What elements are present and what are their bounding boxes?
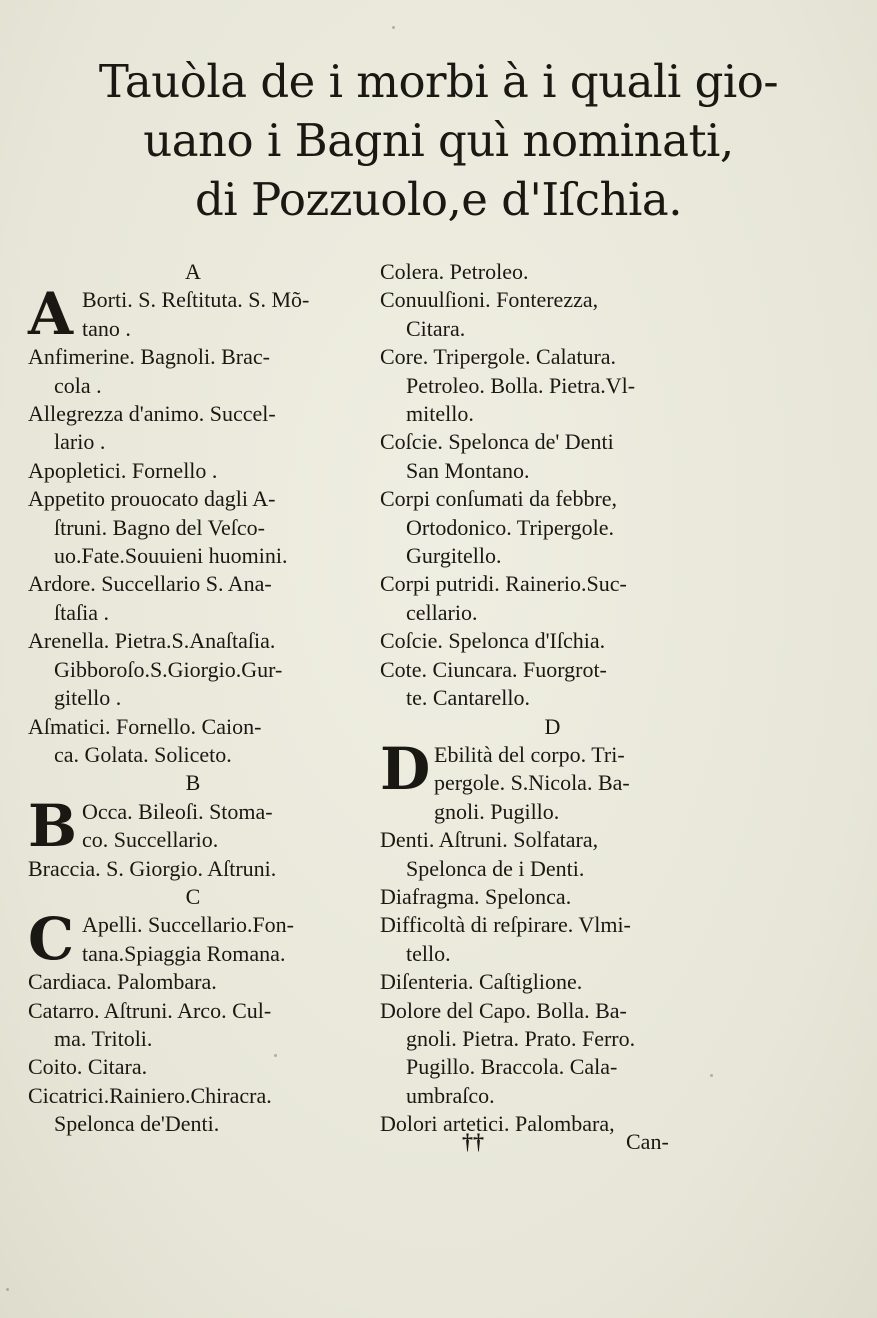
drop-cap-d: D bbox=[380, 734, 431, 803]
entry-line: gnoli. Pugillo. bbox=[434, 798, 560, 824]
entry-colera: Colera. Petroleo. bbox=[380, 259, 529, 284]
entry-bocca bbox=[28, 791, 368, 860]
section-letter-c: C bbox=[185, 883, 201, 909]
entry-corpi-putridi: Corpi putridi. Rainerio.Suc- bbox=[380, 571, 627, 597]
entry-line: ca. Golata. Soliceto. bbox=[54, 741, 232, 767]
entry-line: Pugillo. Braccola. Cala- bbox=[406, 1054, 618, 1080]
entry-cardiaca: Cardiaca. Palombara. bbox=[28, 969, 217, 995]
entry-anfimerine: Anfimerine. Bagnoli. Brac- bbox=[28, 344, 270, 370]
entry-diafragma: Diafragma. Spelonca. bbox=[380, 883, 572, 909]
entry-catarro: Catarro. Aſtruni. Arco. Cul- bbox=[28, 997, 272, 1023]
entry-line: ma. Tritoli. bbox=[54, 1025, 153, 1051]
entry-cote: Cote. Ciuncara. Fuorgrot- bbox=[380, 656, 607, 682]
entry-line: te. Cantarello. bbox=[406, 685, 531, 711]
entry-line: cellario. bbox=[406, 599, 478, 625]
left-column bbox=[28, 258, 368, 1139]
signature-mark: †† bbox=[462, 1129, 484, 1154]
drop-cap-a: A bbox=[28, 280, 74, 349]
entry-line: Spelonca de i Denti. bbox=[406, 855, 585, 881]
entry-line: gnoli. Pietra. Prato. Ferro. bbox=[406, 1025, 636, 1051]
page-title bbox=[0, 52, 877, 229]
entry-dolore-capo: Dolore del Capo. Bolla. Ba- bbox=[380, 997, 627, 1023]
entry-coito: Coito. Citara. bbox=[28, 1054, 148, 1080]
entry-line: Spelonca de'Denti. bbox=[54, 1111, 220, 1137]
entry-debilita bbox=[380, 734, 730, 826]
drop-cap-c: C bbox=[28, 905, 75, 974]
entry-line: co. Succellario. bbox=[82, 827, 219, 853]
catchword: Can- bbox=[626, 1129, 669, 1154]
entry-appetito: Appetito prouocato dagli A- bbox=[28, 486, 276, 512]
entry-line: ſtaſia . bbox=[54, 599, 109, 625]
paper-speck bbox=[6, 1288, 9, 1291]
entry-denti: Denti. Aſtruni. Solfatara, bbox=[380, 827, 599, 853]
entry-aborti bbox=[28, 280, 368, 349]
entry-line: tello. bbox=[406, 940, 451, 966]
section-letter-d: D bbox=[544, 713, 561, 739]
paper-speck bbox=[710, 1074, 713, 1077]
title-line-2: uano i Bagni quì nominati, bbox=[143, 114, 734, 167]
entry-line: umbraſco. bbox=[406, 1082, 495, 1108]
entry-line: uo.Fate.Souuieni huomini. bbox=[54, 543, 288, 569]
entry-asmatici: Aſmatici. Fornello. Caion- bbox=[28, 713, 262, 739]
entry-line: ſtruni. Bagno del Veſco- bbox=[54, 514, 265, 540]
entry-line: Gibboroſo.S.Giorgio.Gur- bbox=[54, 656, 283, 682]
entry-corpi-consumati: Corpi conſumati da febbre, bbox=[380, 486, 618, 512]
entry-coscie-ischia: Coſcie. Spelonca d'Iſchia. bbox=[380, 628, 606, 654]
entry-cicatrici: Cicatrici.Rainiero.Chiracra. bbox=[28, 1082, 272, 1108]
entry-line: gitello . bbox=[54, 685, 122, 711]
entry-line: Ebilità del corpo. Tri- bbox=[434, 741, 625, 767]
entry-allegrezza: Allegrezza d'animo. Succel- bbox=[28, 401, 276, 427]
entry-line: tana.Spiaggia Romana. bbox=[82, 940, 286, 966]
entry-ardore: Ardore. Succellario S. Ana- bbox=[28, 571, 272, 597]
entry-line: Petroleo. Bolla. Pietra.Vl- bbox=[406, 372, 636, 398]
entry-conuulsioni: Conuulſioni. Fonterezza, bbox=[380, 287, 599, 313]
entry-line: mitello. bbox=[406, 401, 474, 427]
section-letter-b: B bbox=[185, 770, 201, 796]
drop-cap-b: B bbox=[28, 791, 78, 860]
entry-line: Gurgitello. bbox=[406, 543, 502, 569]
paper-speck bbox=[274, 1054, 277, 1057]
entry-coscie: Coſcie. Spelonca de' Denti bbox=[380, 429, 614, 455]
entry-line: Occa. Bileoſi. Stoma- bbox=[82, 798, 273, 824]
entry-disenteria: Diſenteria. Caſtiglione. bbox=[380, 969, 583, 995]
section-letter-a: A bbox=[185, 259, 201, 284]
entry-braccia: Braccia. S. Giorgio. Aſtruni. bbox=[28, 855, 277, 881]
entry-line: Borti. S. Reſtituta. S. Mõ- bbox=[82, 287, 310, 313]
entry-capelli bbox=[28, 905, 368, 974]
entry-line: San Montano. bbox=[406, 457, 530, 483]
entry-apopletici: Apopletici. Fornello . bbox=[28, 457, 218, 483]
title-line-1: Tauòla de i morbi à i quali gio- bbox=[98, 55, 779, 108]
entry-line: Apelli. Succellario.Fon- bbox=[82, 912, 295, 938]
entry-line: Citara. bbox=[406, 315, 466, 341]
entry-line: pergole. S.Nicola. Ba- bbox=[434, 770, 630, 796]
entry-core: Core. Tripergole. Calatura. bbox=[380, 344, 617, 370]
entry-line: lario . bbox=[54, 429, 106, 455]
paper-speck bbox=[392, 26, 395, 29]
entry-arenella: Arenella. Pietra.S.Anaſtaſia. bbox=[28, 628, 276, 654]
entry-line: cola . bbox=[54, 372, 102, 398]
entry-line: Ortodonico. Tripergole. bbox=[406, 514, 614, 540]
entry-dolori-artetici: Dolori artetici. Palombara, bbox=[380, 1111, 615, 1137]
entry-line: tano . bbox=[82, 315, 131, 341]
right-column bbox=[380, 258, 730, 1139]
entry-difficolta: Difficoltà di reſpirare. Vlmi- bbox=[380, 912, 631, 938]
title-line-3: di Pozzuolo,e d'Iſchia. bbox=[194, 173, 683, 226]
